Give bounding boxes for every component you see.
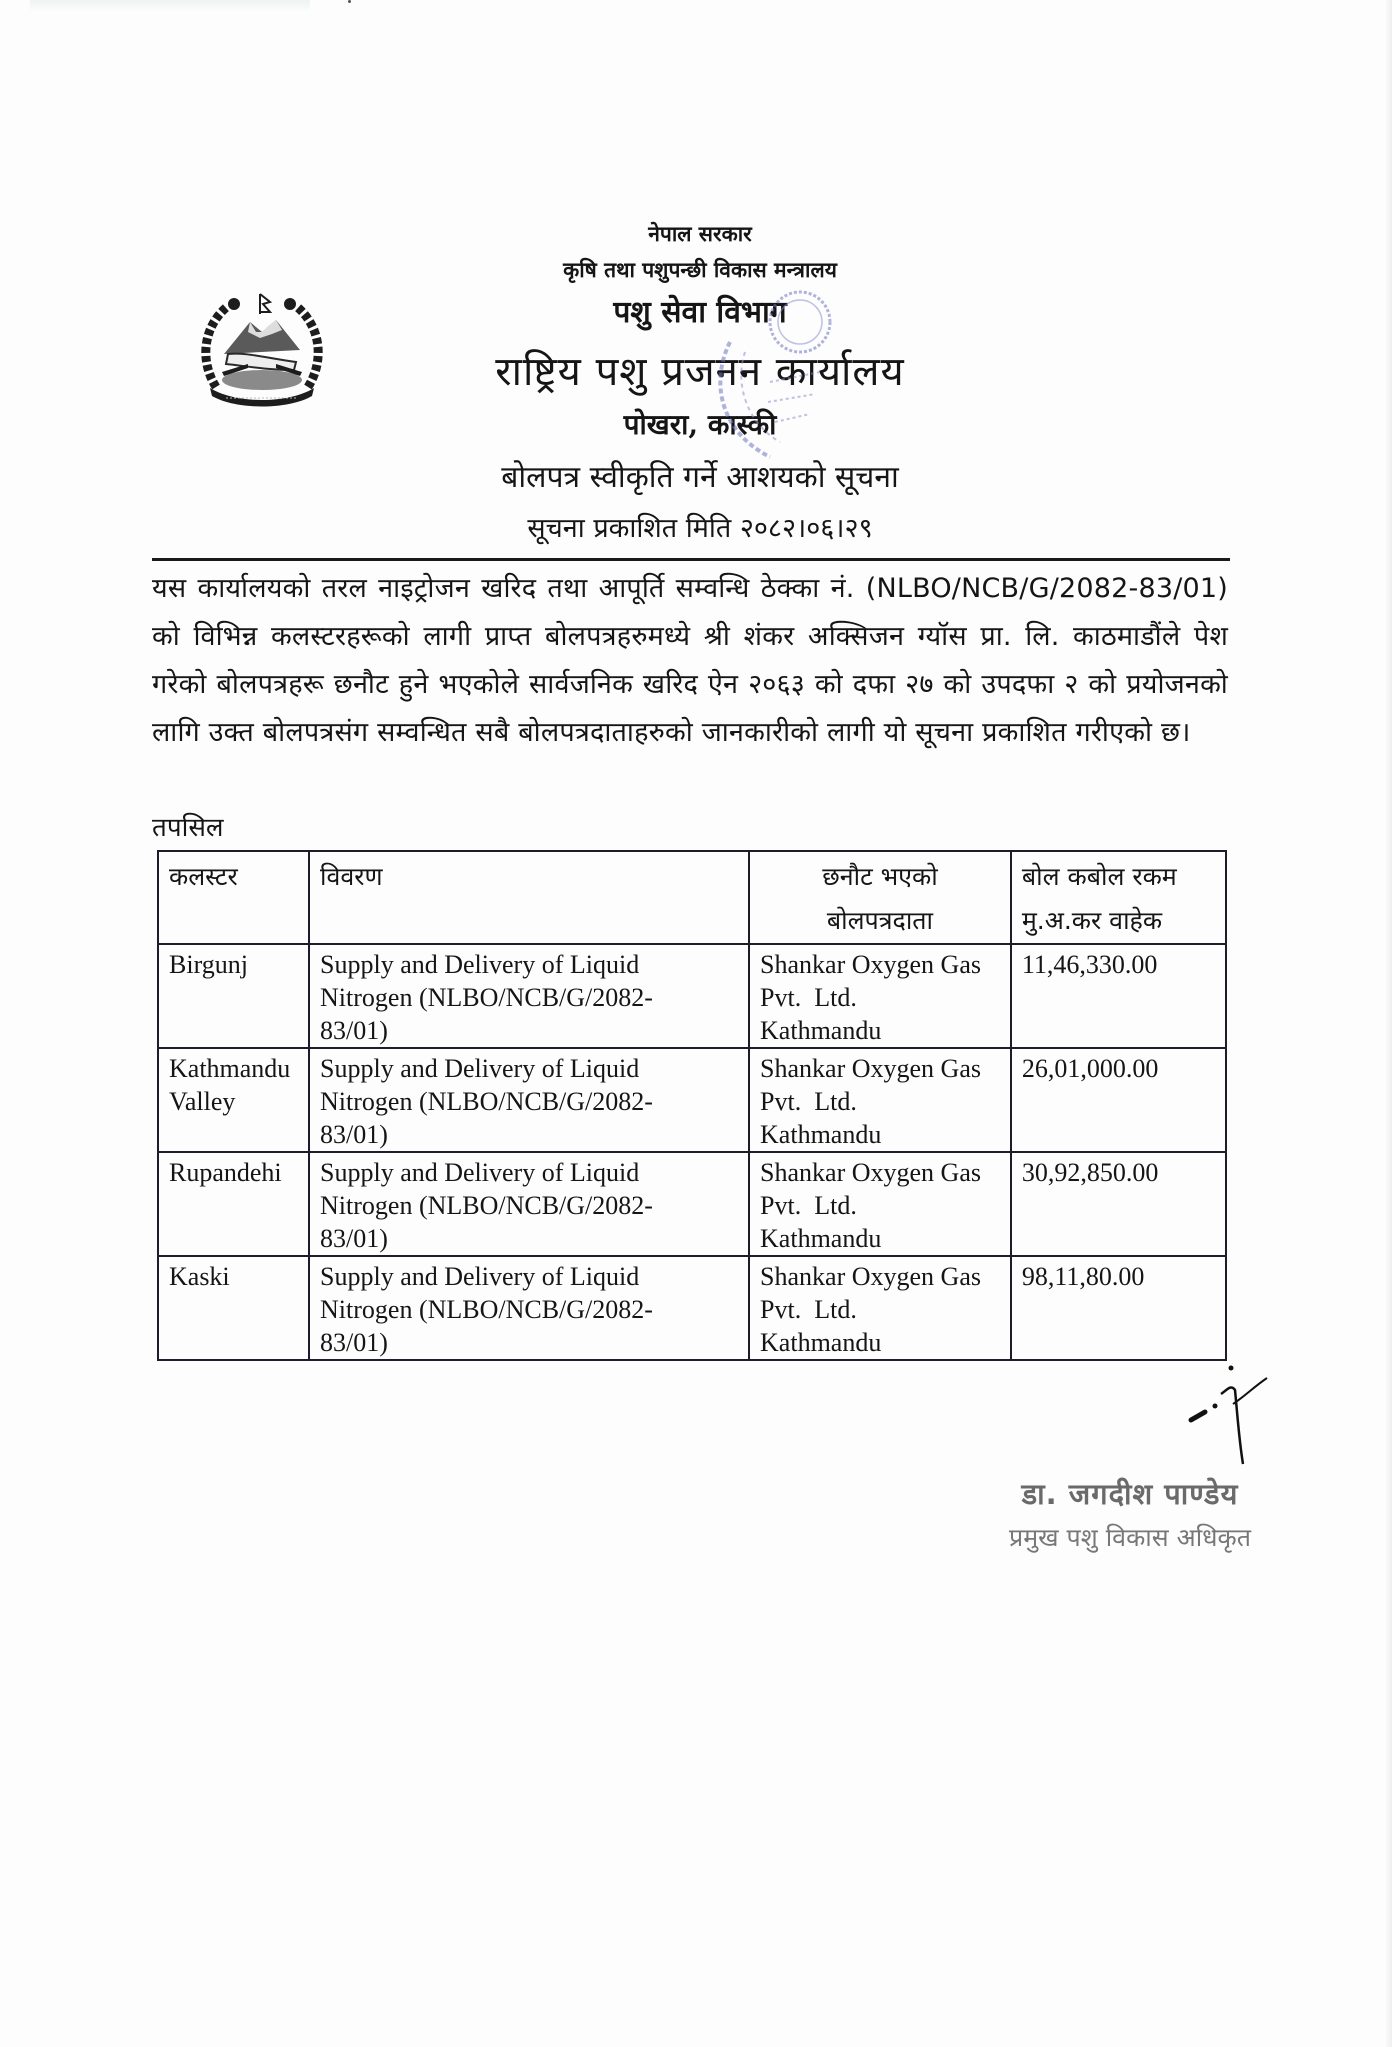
table-row <box>158 1256 1226 1360</box>
cell-cluster <box>158 1256 309 1360</box>
header-bid-amount-line1: बोल कबोल रकम <box>1021 862 1177 891</box>
header-cluster-label: कलस्टर <box>169 862 238 891</box>
description-line1: Supply and Delivery of Liquid <box>320 1054 640 1083</box>
cell-amount <box>1011 1256 1226 1360</box>
cell-amount <box>1011 944 1226 1048</box>
description-line2: Nitrogen (NLBO/NCB/G/2082- <box>320 1191 653 1220</box>
scan-shade <box>30 0 310 12</box>
table-row <box>158 1152 1226 1256</box>
description-line3: 83/01) <box>320 1016 388 1045</box>
description-line3: 83/01) <box>320 1224 388 1253</box>
bidder-line1: Shankar Oxygen Gas <box>760 950 981 979</box>
bid-amount: 98,11,80.00 <box>1021 1262 1145 1291</box>
description-line2: Nitrogen (NLBO/NCB/G/2082- <box>320 983 653 1012</box>
cell-description <box>309 944 749 1048</box>
table-row <box>158 1048 1226 1152</box>
cell-cluster <box>158 944 309 1048</box>
cell-amount <box>1011 1048 1226 1152</box>
bid-amount: 30,92,850.00 <box>1021 1158 1159 1187</box>
handwritten-signature <box>1185 1360 1285 1470</box>
coat-of-arms-emblem <box>196 292 328 410</box>
header-description-label: विवरण <box>320 862 383 891</box>
header-selected-bidder-line2: बोलपत्रदाता <box>826 906 934 935</box>
cluster-text: Birgunj <box>169 950 248 979</box>
bid-amount: 26,01,000.00 <box>1021 1054 1159 1083</box>
bidder-line2: Pvt. Ltd. <box>760 1191 857 1220</box>
cell-amount <box>1011 1152 1226 1256</box>
cell-bidder <box>749 1152 1011 1256</box>
header-selected-bidder <box>749 851 1011 944</box>
cell-cluster <box>158 1152 309 1256</box>
government-name: नेपाल सरकार <box>648 221 752 246</box>
description-line3: 83/01) <box>320 1328 388 1357</box>
cell-bidder <box>749 1048 1011 1152</box>
header-bid-amount-line2: मु.अ.कर वाहेक <box>1021 906 1163 935</box>
cluster-text: Kathmandu <box>169 1054 291 1083</box>
signatory-name: डा. जगदीश पाण्डेय <box>1021 1477 1239 1511</box>
cluster-text-2: Valley <box>169 1087 236 1116</box>
notice-title: बोलपत्र स्वीकृति गर्ने आशयको सूचना <box>501 460 899 495</box>
bidder-line3: Kathmandu <box>760 1120 882 1149</box>
bid-amount: 11,46,330.00 <box>1021 950 1158 979</box>
bidder-line3: Kathmandu <box>760 1224 882 1253</box>
cell-bidder <box>749 944 1011 1048</box>
notice-body: यस कार्यालयको तरल नाइट्रोजन खरिद तथा आपूर्ति सम्वन्धि ठेक्का नं. (NLBO/NCB/G/2082-83/01) को विभिन्न कलस्टरहरूको लागी प्राप्त बोलपत्रहरुमध्ये श्री शंकर अक्सिजन ग्यॉस प्रा. लि. काठमाडौंले पेश गरेको बोलपत्रहरू छनौट हुने भएकोले सार्वजनिक खरिद ऐन २०६३ को दफा २७ को उपदफा २ को प्रयोजनको लागि उक्त बोलपत्रसंग सम्वन्धित सबै बोलपत्रदाताहरुको जानकारीको लागी यो सूचना प्रकाशित गरीएको छ। <box>152 573 1228 748</box>
bidder-line1: Shankar Oxygen Gas <box>760 1054 981 1083</box>
cell-bidder <box>749 1256 1011 1360</box>
description-line2: Nitrogen (NLBO/NCB/G/2082- <box>320 1295 653 1324</box>
description-line3: 83/01) <box>320 1120 388 1149</box>
header-selected-bidder-line1: छनौट भएको <box>822 862 938 891</box>
cell-description <box>309 1256 749 1360</box>
description-line1: Supply and Delivery of Liquid <box>320 1262 640 1291</box>
signatory-title: प्रमुख पशु विकास अधिकृत <box>1008 1523 1252 1552</box>
description-line2: Nitrogen (NLBO/NCB/G/2082- <box>320 1087 653 1116</box>
bid-selection-table <box>157 850 1227 1361</box>
bidder-line1: Shankar Oxygen Gas <box>760 1262 981 1291</box>
cell-cluster <box>158 1048 309 1152</box>
bidder-line2: Pvt. Ltd. <box>760 1295 857 1324</box>
table-row <box>158 944 1226 1048</box>
bidder-line3: Kathmandu <box>760 1328 882 1357</box>
page-edge-shadow <box>1386 0 1392 2047</box>
office-name: राष्ट्रिय पशु प्रजनन कार्यालय <box>495 349 905 395</box>
annex-label: तपसिल <box>152 813 224 843</box>
cluster-text: Rupandehi <box>169 1158 282 1187</box>
ministry-name: कृषि तथा पशुपन्छी विकास मन्त्रालय <box>563 257 837 282</box>
header-description <box>309 851 749 944</box>
description-line1: Supply and Delivery of Liquid <box>320 1158 640 1187</box>
bidder-line1: Shankar Oxygen Gas <box>760 1158 981 1187</box>
header-cluster <box>158 851 309 944</box>
department-name: पशु सेवा विभाग <box>613 295 787 330</box>
cell-description <box>309 1152 749 1256</box>
cluster-text: Kaski <box>169 1262 230 1291</box>
cell-description <box>309 1048 749 1152</box>
bidder-line2: Pvt. Ltd. <box>760 1087 857 1116</box>
header-divider <box>152 558 1230 561</box>
office-location: पोखरा, कास्की <box>623 408 777 441</box>
bidder-line2: Pvt. Ltd. <box>760 983 857 1012</box>
bidder-line3: Kathmandu <box>760 1016 882 1045</box>
description-line1: Supply and Delivery of Liquid <box>320 950 640 979</box>
header-bid-amount <box>1011 851 1226 944</box>
office-stamp <box>690 282 840 472</box>
table-header-row <box>158 851 1226 944</box>
publish-date: सूचना प्रकाशित मिति २०८२।०६।२९ <box>527 513 873 544</box>
scan-speck <box>348 0 351 3</box>
